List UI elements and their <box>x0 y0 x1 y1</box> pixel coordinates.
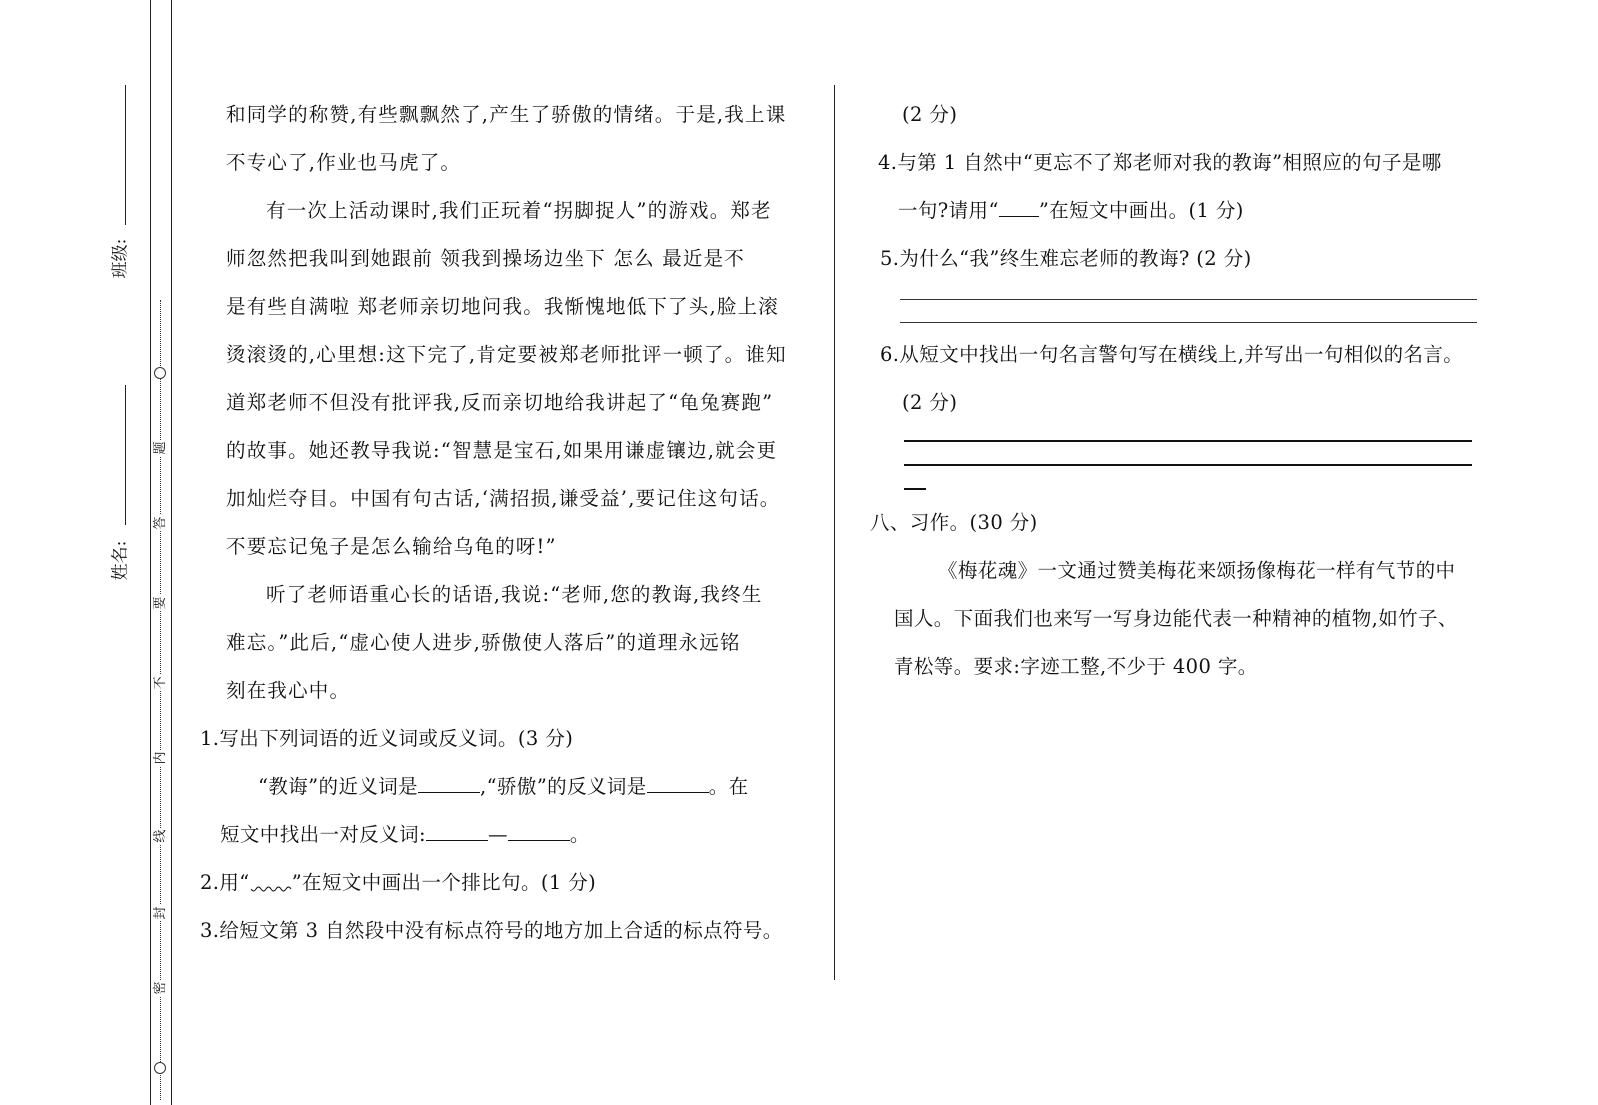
question-1-line-2 <box>220 819 590 847</box>
composition-line: 青松等。要求:字迹工整,不少于 400 字。 <box>894 655 1258 678</box>
q2-text-a: 2.用“ <box>200 871 250 894</box>
q1-dash: — <box>487 823 508 846</box>
answer-blank-pair-1[interactable] <box>426 822 488 841</box>
passage-line: 听了老师语重心长的话语,我说:“老师,您的教诲,我终生 <box>266 583 763 606</box>
q1-text-c: 。在 <box>708 775 749 798</box>
answer-blank-synonym[interactable] <box>418 774 480 793</box>
question-2 <box>200 867 596 895</box>
passage-line: 道郑老师不但没有批评我,反而亲切地给我讲起了“龟兔赛跑” <box>226 391 774 414</box>
seal-char: 内 <box>153 751 168 765</box>
passage-line: 师忽然把我叫到她跟前 领我到操场边坐下 怎么 最近是不 <box>226 247 745 270</box>
q4-text-b: ”在短文中画出。(1 分) <box>1038 199 1244 222</box>
question-5-title: 5.为什么“我”终生难忘老师的教诲? (2 分) <box>880 247 1252 270</box>
seal-circle-bottom <box>154 1062 166 1074</box>
seal-char: 不 <box>153 676 168 690</box>
seal-char: 密 <box>153 981 168 995</box>
passage-line: 的故事。她还教导我说:“智慧是宝石,如果用谦虚镶边,就会更 <box>226 439 778 462</box>
wavy-underline-icon <box>250 885 292 895</box>
answer-line-q6-3[interactable] <box>904 488 926 490</box>
question-1-line-1 <box>258 771 749 799</box>
composition-line: 《梅花魂》一文通过赞美梅花来颂扬像梅花一样有气节的中 <box>938 559 1456 582</box>
passage-line: 烫滚烫的,心里想:这下完了,肯定要被郑老师批评一顿了。谁知 <box>226 343 787 366</box>
passage-line: 加灿烂夺目。中国有句古话,‘满招损,谦受益’,要记住这句话。 <box>226 487 781 510</box>
passage-line: 和同学的称赞,有些飘飘然了,产生了骄傲的情绪。于是,我上课 <box>226 103 787 126</box>
class-label: 班级: <box>110 238 131 279</box>
passage-line: 不要忘记兔子是怎么输给乌龟的呀!” <box>226 535 557 558</box>
passage-line: 刻在我心中。 <box>226 679 351 702</box>
composition-line: 国人。下面我们也来写一写身边能代表一种精神的植物,如竹子、 <box>894 607 1458 630</box>
seal-char: 题 <box>153 441 168 455</box>
answer-line-q5-2[interactable] <box>900 322 1477 323</box>
seal-char: 线 <box>153 829 168 843</box>
q1-text-b: ,“骄傲”的反义词是 <box>480 775 647 798</box>
question-3-title: 3.给短文第 3 自然段中没有标点符号的地方加上合适的标点符号。 <box>200 919 783 942</box>
seal-char: 答 <box>153 516 168 530</box>
question-4-line-1: 4.与第 1 自然中“更忘不了郑老师对我的教诲”相照应的句子是哪 <box>878 151 1442 174</box>
passage-line: 有一次上活动课时,我们正玩着“拐脚捉人”的游戏。郑老 <box>266 199 772 222</box>
composition-heading: 八、习作。(30 分) <box>870 511 1038 534</box>
binding-strip <box>150 0 172 1105</box>
question-3-score: (2 分) <box>902 103 958 126</box>
answer-blank-antonym[interactable] <box>647 774 709 793</box>
q1-text-e: 。 <box>569 823 590 846</box>
seal-circle-top <box>154 367 166 379</box>
passage-line: 是有些自满啦 郑老师亲切地问我。我惭愧地低下了头,脸上滚 <box>226 295 779 318</box>
question-6-score: (2 分) <box>902 391 958 414</box>
passage-line: 不专心了,作业也马虎了。 <box>226 151 462 174</box>
answer-line-q6-2[interactable] <box>904 464 1472 466</box>
class-blank-line <box>125 85 126 225</box>
answer-blank-pair-2[interactable] <box>508 822 570 841</box>
answer-line-q6-1[interactable] <box>904 440 1472 442</box>
q1-text-d: 短文中找出一对反义词: <box>220 823 426 846</box>
straight-line-sample <box>999 198 1039 217</box>
q1-text-a: “教诲”的近义词是 <box>258 775 419 798</box>
question-6-line-1: 6.从短文中找出一句名言警句写在横线上,并写出一句相似的名言。 <box>880 343 1464 366</box>
question-4-line-2 <box>898 195 1244 223</box>
seal-char: 封 <box>153 906 168 920</box>
answer-line-q5-1[interactable] <box>900 299 1477 300</box>
q4-text-a: 一句?请用“ <box>898 199 999 222</box>
q2-text-b: ”在短文中画出一个排比句。(1 分) <box>291 871 597 894</box>
name-label: 姓名: <box>110 540 131 581</box>
name-blank-line <box>125 385 126 525</box>
seal-char: 要 <box>153 596 168 610</box>
question-1-title: 1.写出下列词语的近义词或反义词。(3 分) <box>200 727 574 750</box>
column-divider <box>834 85 835 980</box>
passage-line: 难忘。”此后,“虚心使人进步,骄傲使人落后”的道理永远铭 <box>226 631 741 654</box>
